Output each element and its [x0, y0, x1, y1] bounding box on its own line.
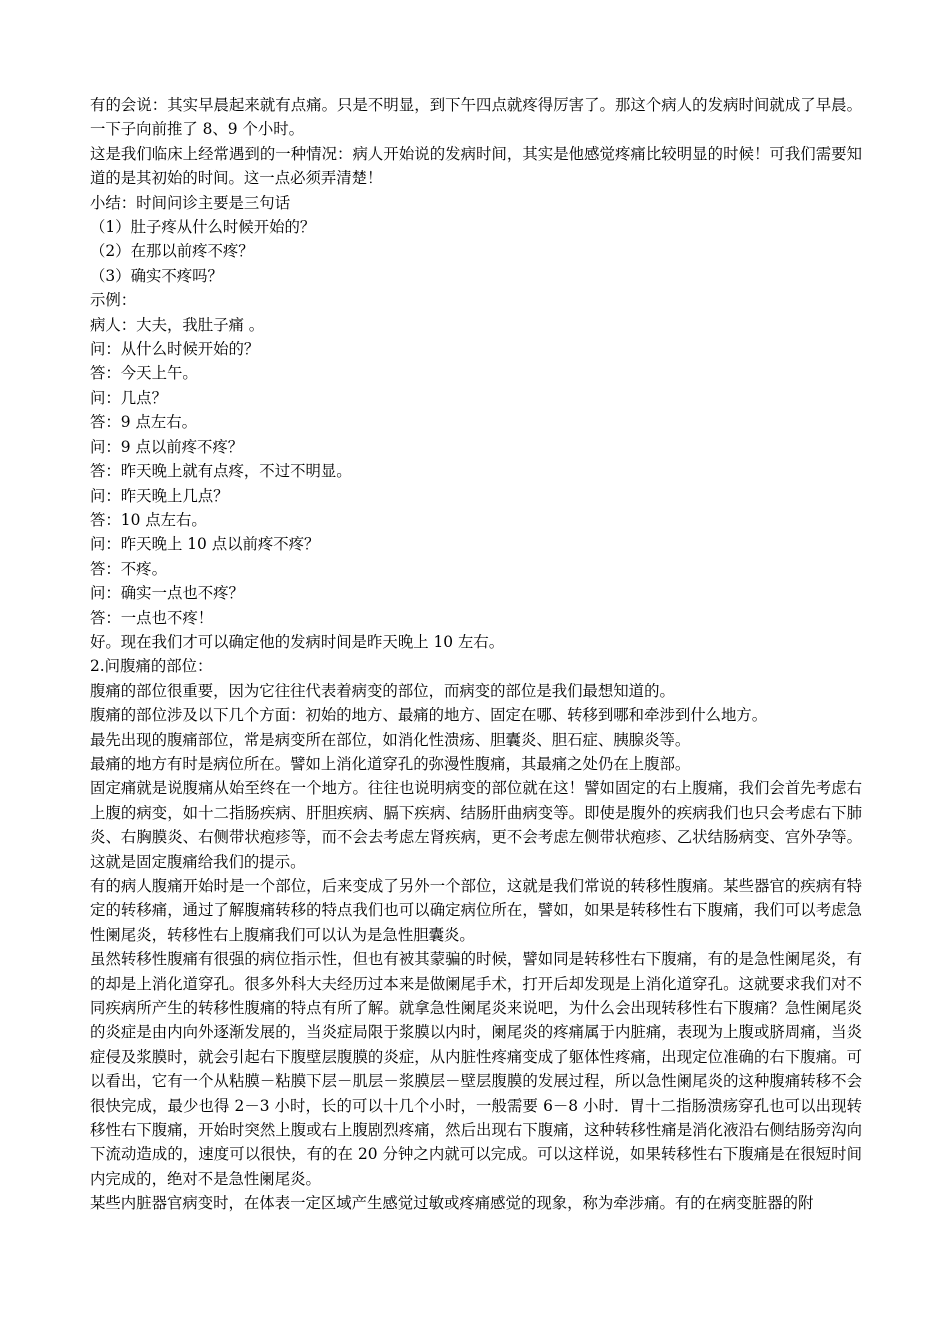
dialogue-line: 问：9 点以前疼不疼？ — [90, 437, 244, 456]
dialogue-line: 问：确实一点也不疼？ — [90, 584, 244, 603]
paragraph-summary-heading: 小结：时间问诊主要是三句话 — [90, 193, 291, 212]
list-item-question-1: （1）肚子疼从什么时候开始的？ — [90, 218, 316, 237]
dialogue-line: 问：昨天晚上 10 点以前疼不疼？ — [90, 535, 320, 554]
section-heading-pain-location: 2.问腹痛的部位： — [90, 657, 213, 676]
paragraph-referred-pain: 某些内脏器官病变时，在体表一定区域产生感觉过敏或疼痛感觉的现象，称为牵涉痛。有的在病变脏器的附 — [90, 1194, 814, 1213]
paragraph-most-painful: 最痛的地方有时是病位所在。譬如上消化道穿孔的弥漫性腹痛，其最痛之处仍在上腹部。 — [90, 754, 691, 773]
dialogue-line: 答：10 点左右。 — [90, 510, 207, 529]
paragraph-migratory-caution: 虽然转移性腹痛有很强的病位指示性，但也有被其蒙骗的时候，譬如同是转移性右下腹痛，有的是急性阑尾炎，有的却是上消化道穿孔。很多外科大夫经历过本来是做阑尾手术，打开后却发现是上消化道穿孔。这就要求我们对不同疾病所产生的转移性腹痛的特点有所了解。就拿急性阑尾炎来说吧，为什么会出现转移性右下腹痛？急性阑尾炎的炎症是由内向外逐渐发展的，当炎症局限于浆膜以内时，阑尾炎的疼痛属于内脏痛，表现为上腹或脐周痛，当炎症侵及浆膜时，就会引起右下腹壁层腹膜的炎症，从内脏性疼痛变成了躯体性疼痛，出现定位准确的右下腹痛。可以看出，它有一个从粘膜－粘膜下层－肌层－浆膜层－壁层腹膜的发展过程，所以急性阑尾炎的这种腹痛转移不会很快完成，最少也得 2－3 小时，长的可以十几个小时，一般需要 6－8 小时．胃十二指肠溃疡穿孔也可以出现转移性右下腹痛，开始时突然上腹或右上腹剧烈疼痛，然后出现右下腹痛，这种转移性痛是消化液沿右侧结肠旁沟向下流动造成的，速度可以很快，有的在 20 分钟之内就可以完成。可以这样说，如果转移性右下腹痛是在很短时间内完成的，绝对不是急性阑尾炎。 — [90, 950, 862, 1188]
paragraph-location-aspects: 腹痛的部位涉及以下几个方面：初始的地方、最痛的地方、固定在哪、转移到哪和牵涉到什么地方。 — [90, 706, 768, 725]
paragraph-conclusion: 好。现在我们才可以确定他的发病时间是昨天晚上 10 左右。 — [90, 632, 505, 651]
example-heading: 示例： — [90, 291, 137, 310]
dialogue-line: 问：从什么时候开始的？ — [90, 340, 260, 359]
paragraph-location-importance: 腹痛的部位很重要，因为它往往代表着病变的部位，而病变的部位是我们最想知道的。 — [90, 681, 675, 700]
dialogue-line: 问：几点？ — [90, 388, 167, 407]
paragraph-fixed-pain: 固定痛就是说腹痛从始至终在一个地方。往往也说明病变的部位就在这！譬如固定的右上腹痛，我们会首先考虑右上腹的病变，如十二指肠疾病、肝胆疾病、膈下疾病、结肠肝曲病变等。即使是腹外的疾病我们也只会考虑右下肺炎、右胸膜炎、右侧带状疱疹等，而不会去考虑左肾疾病，更不会考虑左侧带状疱疹、乙状结肠病变、宫外孕等。这就是固定腹痛给我们的提示。 — [90, 779, 862, 871]
list-item-question-3: （3）确实不疼吗？ — [90, 266, 223, 285]
dialogue-line: 病人：大夫，我肚子痛 。 — [90, 315, 265, 334]
list-item-question-2: （2）在那以前疼不疼？ — [90, 242, 254, 261]
dialogue-line: 答：昨天晚上就有点疼，不过不明显。 — [90, 462, 352, 481]
dialogue-line: 答：一点也不疼！ — [90, 608, 214, 627]
paragraph-clinical-situation: 这是我们临床上经常遇到的一种情况：病人开始说的发病时间，其实是他感觉疼痛比较明显的时候！可我们需要知道的是其初始的时间。这一点必须弄清楚！ — [90, 144, 862, 188]
document-page — [90, 93, 862, 1216]
dialogue-line: 答：不疼。 — [90, 559, 167, 578]
paragraph-onset-morning: 有的会说：其实早晨起来就有点痛。只是不明显，到下午四点就疼得厉害了。那这个病人的发病时间就成了早晨。一下子向前推了 8、9 个小时。 — [90, 96, 862, 139]
dialogue-line: 答：9 点左右。 — [90, 413, 198, 432]
paragraph-migratory-pain: 有的病人腹痛开始时是一个部位，后来变成了另外一个部位，这就是我们常说的转移性腹痛。某些器官的疾病有特定的转移痛，通过了解腹痛转移的特点我们也可以确定病位所在，譬如，如果是转移性右下腹痛，我们可以考虑急性阑尾炎，转移性右上腹痛我们可以认为是急性胆囊炎。 — [90, 877, 862, 944]
paragraph-initial-location: 最先出现的腹痛部位，常是病变所在部位，如消化性溃疡、胆囊炎、胆石症、胰腺炎等。 — [90, 730, 691, 749]
dialogue-line: 问：昨天晚上几点？ — [90, 486, 229, 505]
dialogue-line: 答：今天上午。 — [90, 364, 198, 383]
